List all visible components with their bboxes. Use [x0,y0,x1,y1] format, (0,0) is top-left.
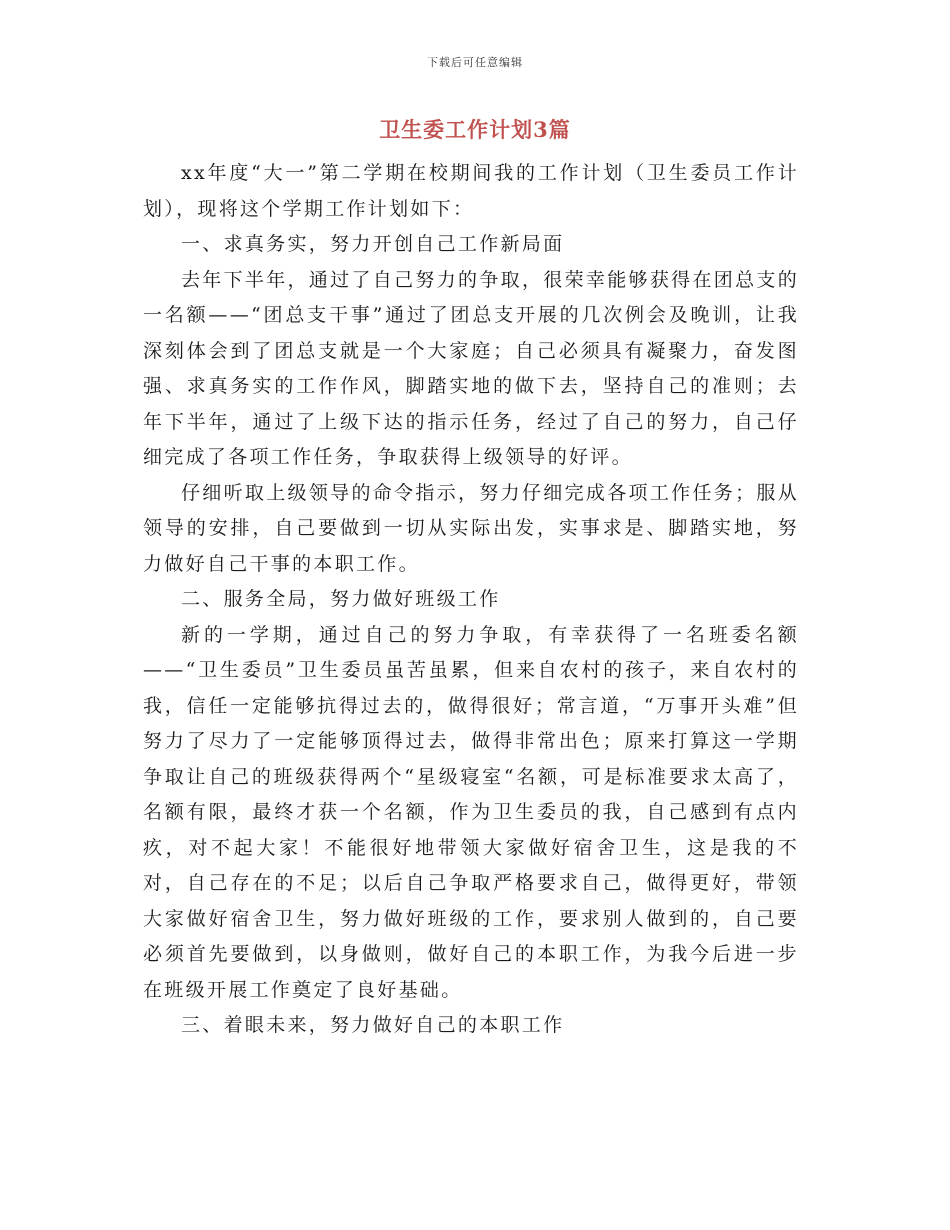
paragraph: 仔细听取上级领导的命令指示，努力仔细完成各项工作任务；服从领导的安排，自己要做到一切从实际出发，实事求是、脚踏实地，努力做好自己干事的本职工作。 [143,481,799,575]
section-heading-1: 一、求真务实，努力开创自己工作新局面 [181,233,565,255]
paragraph: 新的一学期，通过自己的努力争取，有幸获得了一名班委名额——“卫生委员”卫生委员虽苦虽累，但来自农村的孩子，来自农村的我，信任一定能够抗得过去的，做得很好；常言道，“万事开头难”但努力了尽力了一定能够顶得过去，做得非常出色；原来打算这一学期争取让自己的班级获得两个“星级寝室“名额，可是标准要求太高了，名额有限，最终才获一个名额，作为卫生委员的我，自己感到有点内疚，对不起大家！不能很好地带领大家做好宿舍卫生，这是我的不对，自己存在的不足；以后自己争取严格要求自己，做得更好，带领大家做好宿舍卫生，努力做好班级的工作，要求别人做到的，自己要必须首先要做到，以身做则，做好自己的本职工作，为我今后进一步在班级开展工作奠定了良好基础。 [143,623,799,1001]
header-note: 下载后可任意编辑 [427,56,523,69]
document-title: 卫生委工作计划3篇 [379,117,571,142]
paragraph-intro: xx年度“大一”第二学期在校期间我的工作计划（卫生委员工作计划），现将这个学期工作计划如下： [143,162,799,220]
section-heading-2: 二、服务全局，努力做好班级工作 [181,588,501,610]
section-heading-3: 三、着眼未来，努力做好自己的本职工作 [181,1014,565,1036]
document-body [143,156,799,1044]
paragraph: 去年下半年，通过了自己努力的争取，很荣幸能够获得在团总支的一名额——“团总支干事”通过了团总支开展的几次例会及晚训，让我深刻体会到了团总支就是一个大家庭；自己必须具有凝聚力，奋发图强、求真务实的工作作风，脚踏实地的做下去，坚持自己的准则；去年下半年，通过了上级下达的指示任务，经过了自己的努力，自己仔细完成了各项工作任务，争取获得上级领导的好评。 [143,268,799,468]
